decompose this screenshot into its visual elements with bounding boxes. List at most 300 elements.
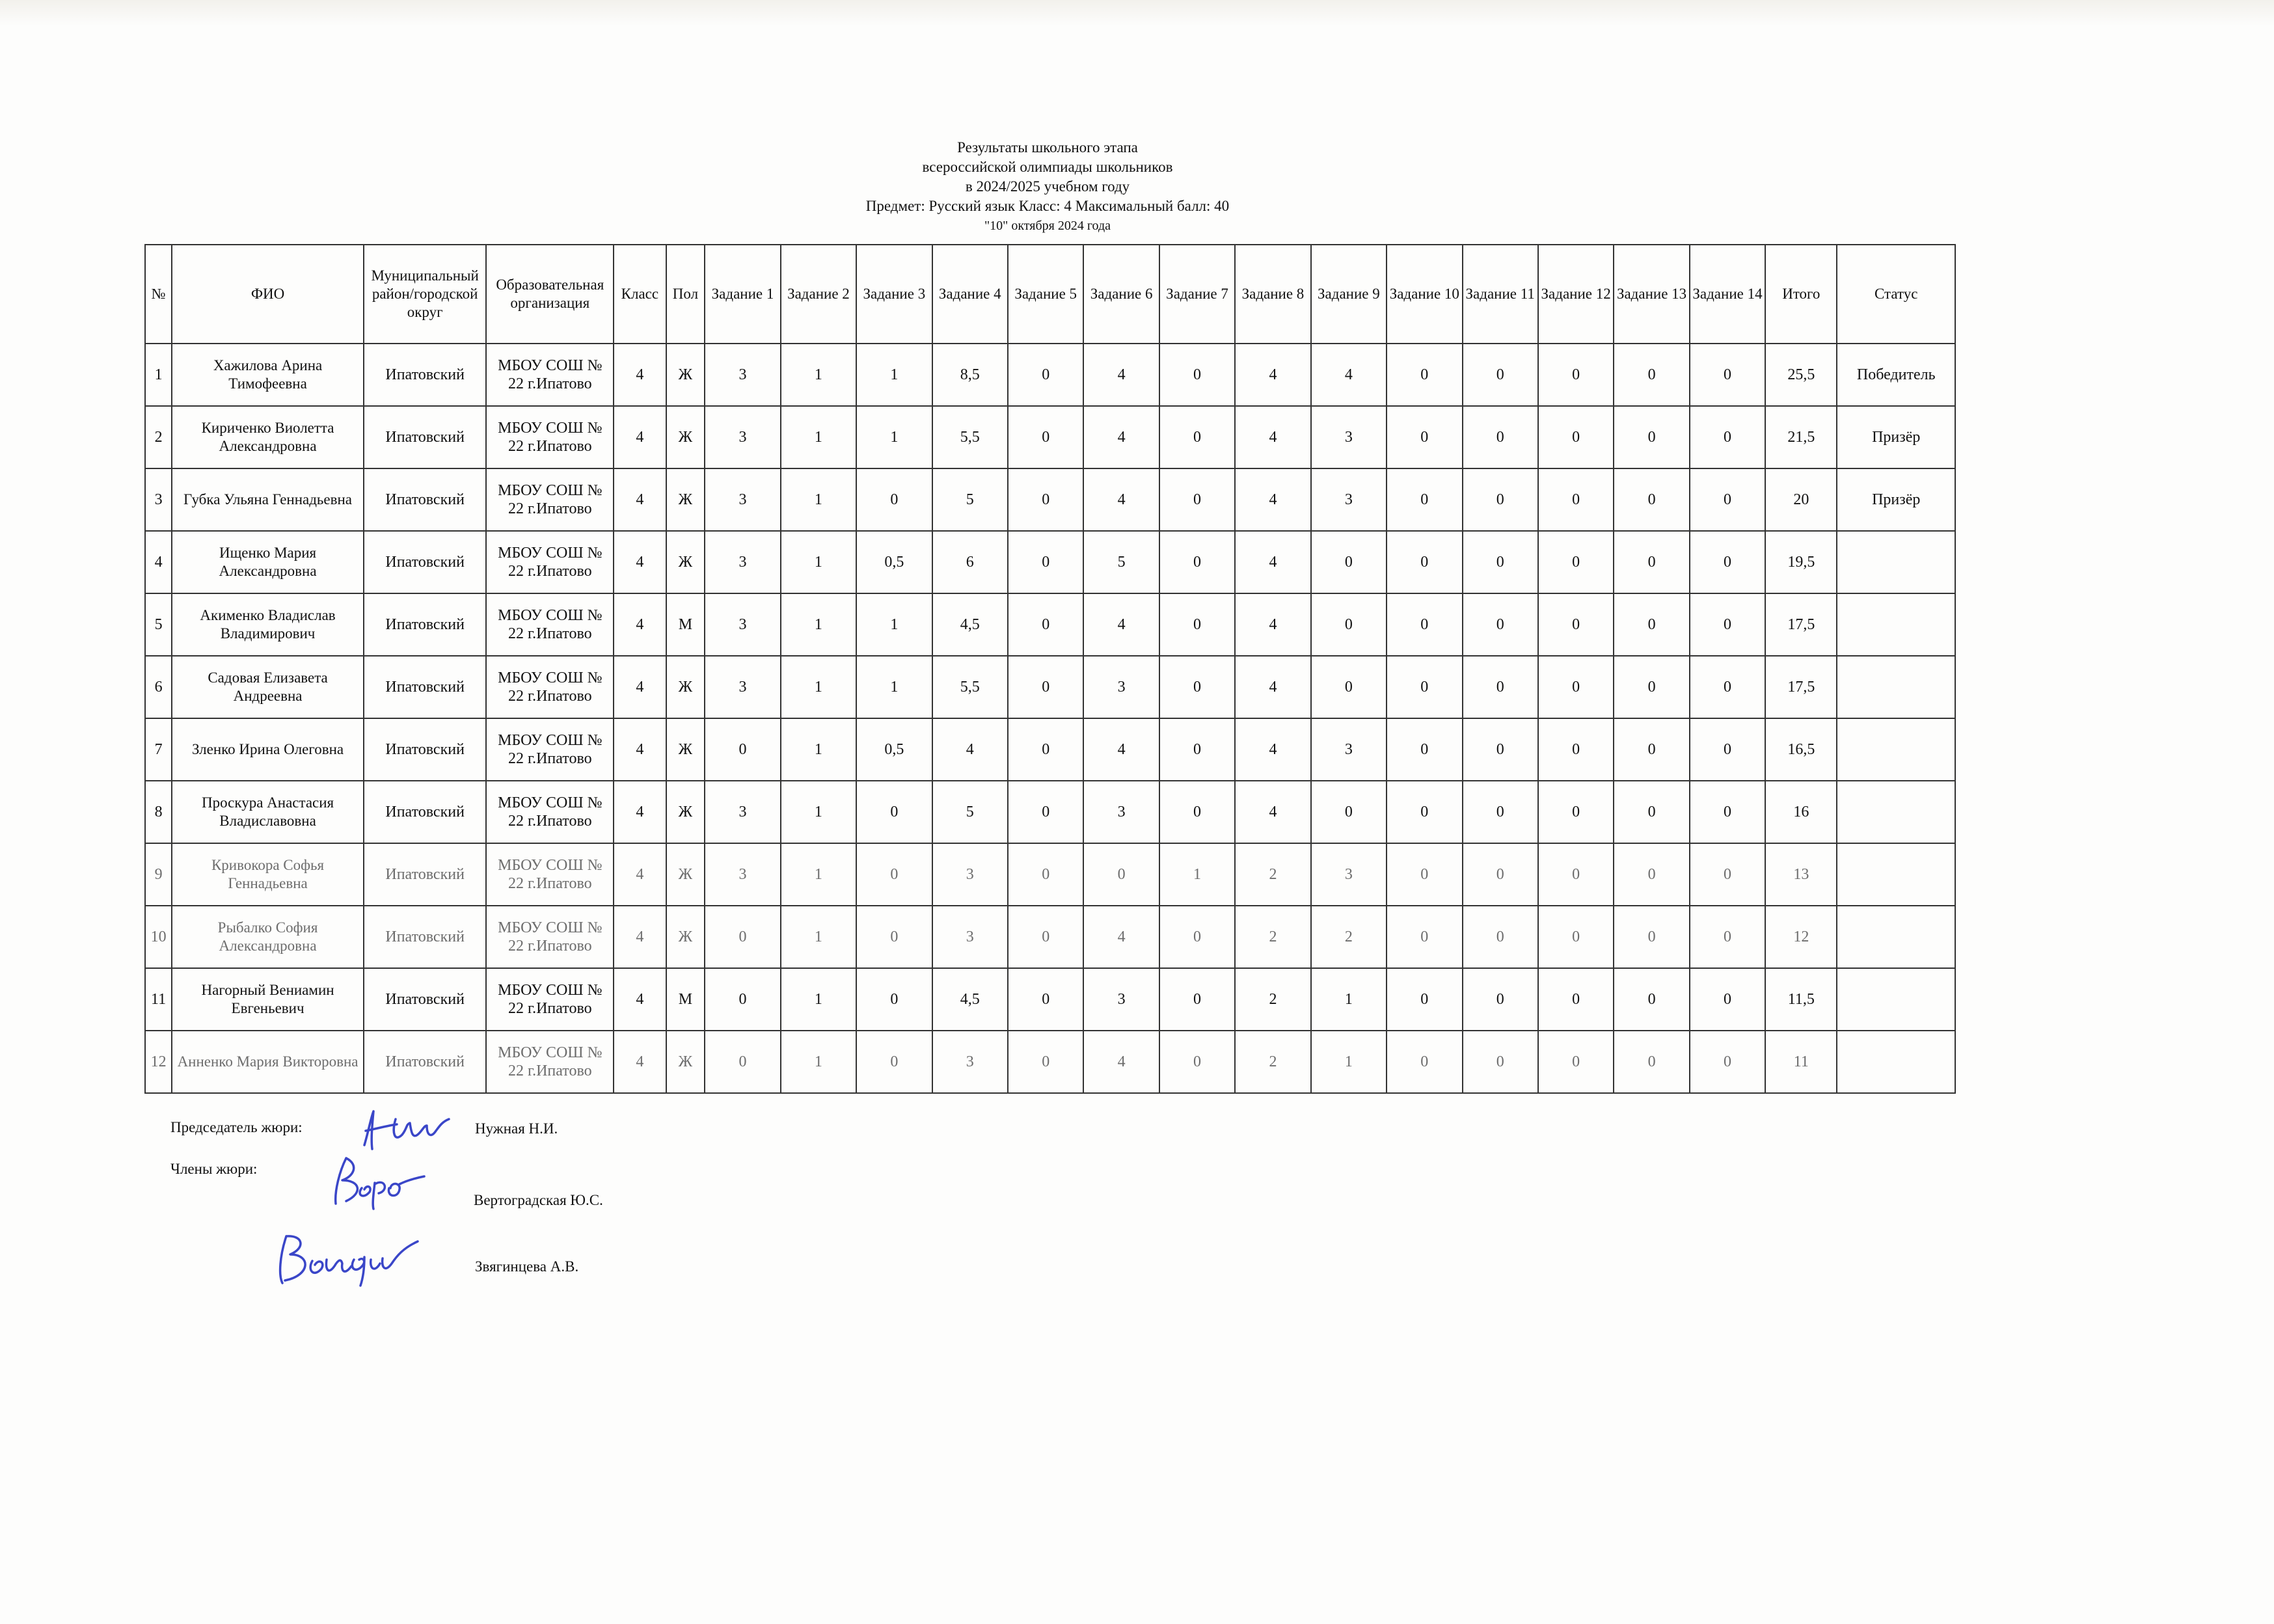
status-cell [1837, 1031, 1955, 1093]
col-header-task-4: Задание 4 [932, 245, 1008, 344]
task-14-score: 0 [1690, 593, 1765, 656]
sex-cell: Ж [666, 718, 705, 781]
table-row [145, 656, 1955, 718]
total-score: 25,5 [1765, 344, 1837, 406]
task-11-score: 0 [1463, 968, 1538, 1031]
sex-cell: Ж [666, 406, 705, 468]
task-1-score: 0 [705, 968, 780, 1031]
task-13-score: 0 [1614, 344, 1689, 406]
task-1-score: 3 [705, 781, 780, 843]
task-8-score: 4 [1235, 593, 1310, 656]
total-score: 13 [1765, 843, 1837, 906]
organization-cell: МБОУ СОШ № 22 г.Ипатово [486, 468, 614, 531]
task-9-score: 0 [1311, 781, 1387, 843]
task-9-score: 0 [1311, 531, 1387, 593]
task-3-score: 1 [856, 344, 932, 406]
task-9-score: 3 [1311, 718, 1387, 781]
table-row [145, 1031, 1955, 1093]
task-4-score: 8,5 [932, 344, 1008, 406]
task-6-score: 0 [1083, 843, 1159, 906]
task-2-score: 1 [781, 593, 856, 656]
task-1-score: 3 [705, 593, 780, 656]
grade-cell: 4 [614, 406, 666, 468]
task-14-score: 0 [1690, 344, 1765, 406]
status-cell [1837, 906, 1955, 968]
col-header-status: Статус [1837, 245, 1955, 344]
task-13-score: 0 [1614, 656, 1689, 718]
task-10-score: 0 [1387, 718, 1462, 781]
task-1-score: 0 [705, 718, 780, 781]
table-header-row [145, 245, 1955, 344]
total-score: 16,5 [1765, 718, 1837, 781]
task-6-score: 4 [1083, 593, 1159, 656]
sex-cell: Ж [666, 344, 705, 406]
task-1-score: 3 [705, 468, 780, 531]
district-cell: Ипатовский [364, 468, 487, 531]
organization-cell: МБОУ СОШ № 22 г.Ипатово [486, 1031, 614, 1093]
task-8-score: 2 [1235, 1031, 1310, 1093]
task-4-score: 3 [932, 1031, 1008, 1093]
student-name: Рыбалко София Александровна [172, 906, 364, 968]
district-cell: Ипатовский [364, 843, 487, 906]
task-1-score: 3 [705, 406, 780, 468]
col-header-total: Итого [1765, 245, 1837, 344]
total-score: 19,5 [1765, 531, 1837, 593]
task-1-score: 0 [705, 906, 780, 968]
task-2-score: 1 [781, 531, 856, 593]
row-number: 4 [145, 531, 172, 593]
task-9-score: 0 [1311, 593, 1387, 656]
task-12-score: 0 [1538, 1031, 1614, 1093]
task-10-score: 0 [1387, 968, 1462, 1031]
task-12-score: 0 [1538, 656, 1614, 718]
col-header-task-2: Задание 2 [781, 245, 856, 344]
task-12-score: 0 [1538, 593, 1614, 656]
task-5-score: 0 [1008, 656, 1083, 718]
status-cell [1837, 718, 1955, 781]
task-6-score: 4 [1083, 718, 1159, 781]
task-3-score: 0 [856, 968, 932, 1031]
task-10-score: 0 [1387, 781, 1462, 843]
member1-signature-image [327, 1152, 431, 1210]
status-cell [1837, 781, 1955, 843]
task-8-score: 4 [1235, 718, 1310, 781]
status-cell [1837, 843, 1955, 906]
task-3-score: 0 [856, 906, 932, 968]
grade-cell: 4 [614, 656, 666, 718]
task-13-score: 0 [1614, 1031, 1689, 1093]
row-number: 7 [145, 718, 172, 781]
task-13-score: 0 [1614, 906, 1689, 968]
col-header-task-7: Задание 7 [1159, 245, 1235, 344]
grade-cell: 4 [614, 843, 666, 906]
task-3-score: 0 [856, 781, 932, 843]
task-5-score: 0 [1008, 781, 1083, 843]
jury-chair-name: Нужная Н.И. [475, 1120, 558, 1137]
task-11-score: 0 [1463, 531, 1538, 593]
organization-cell: МБОУ СОШ № 22 г.Ипатово [486, 718, 614, 781]
sex-cell: М [666, 968, 705, 1031]
task-6-score: 5 [1083, 531, 1159, 593]
student-name: Анненко Мария Викторовна [172, 1031, 364, 1093]
student-name: Акименко Владислав Владимирович [172, 593, 364, 656]
task-9-score: 3 [1311, 468, 1387, 531]
task-6-score: 3 [1083, 781, 1159, 843]
table-row [145, 781, 1955, 843]
task-3-score: 0 [856, 468, 932, 531]
task-9-score: 1 [1311, 968, 1387, 1031]
task-14-score: 0 [1690, 1031, 1765, 1093]
row-number: 8 [145, 781, 172, 843]
task-7-score: 0 [1159, 1031, 1235, 1093]
task-11-score: 0 [1463, 843, 1538, 906]
scan-top-shadow [0, 0, 2274, 26]
status-cell: Призёр [1837, 468, 1955, 531]
grade-cell: 4 [614, 718, 666, 781]
task-9-score: 0 [1311, 656, 1387, 718]
task-11-score: 0 [1463, 468, 1538, 531]
task-4-score: 6 [932, 531, 1008, 593]
sex-cell: Ж [666, 1031, 705, 1093]
jury-members-label: Члены жюри: [170, 1161, 258, 1177]
task-11-score: 0 [1463, 906, 1538, 968]
total-score: 17,5 [1765, 656, 1837, 718]
sex-cell: Ж [666, 843, 705, 906]
task-3-score: 1 [856, 656, 932, 718]
task-1-score: 3 [705, 843, 780, 906]
task-12-score: 0 [1538, 531, 1614, 593]
student-name: Губка Ульяна Геннадьевна [172, 468, 364, 531]
task-5-score: 0 [1008, 906, 1083, 968]
organization-cell: МБОУ СОШ № 22 г.Ипатово [486, 781, 614, 843]
task-2-score: 1 [781, 344, 856, 406]
task-3-score: 0,5 [856, 718, 932, 781]
col-header-fio: ФИО [172, 245, 364, 344]
col-header-task-5: Задание 5 [1008, 245, 1083, 344]
row-number: 9 [145, 843, 172, 906]
status-cell: Победитель [1837, 344, 1955, 406]
task-3-score: 0 [856, 1031, 932, 1093]
task-9-score: 2 [1311, 906, 1387, 968]
task-4-score: 5,5 [932, 656, 1008, 718]
task-14-score: 0 [1690, 843, 1765, 906]
student-name: Проскура Анастасия Владиславовна [172, 781, 364, 843]
total-score: 21,5 [1765, 406, 1837, 468]
task-4-score: 3 [932, 906, 1008, 968]
task-5-score: 0 [1008, 718, 1083, 781]
district-cell: Ипатовский [364, 656, 487, 718]
table-row [145, 968, 1955, 1031]
col-header-task-14: Задание 14 [1690, 245, 1765, 344]
task-13-score: 0 [1614, 593, 1689, 656]
status-cell [1837, 593, 1955, 656]
total-score: 20 [1765, 468, 1837, 531]
grade-cell: 4 [614, 906, 666, 968]
task-1-score: 0 [705, 1031, 780, 1093]
total-score: 11,5 [1765, 968, 1837, 1031]
task-9-score: 4 [1311, 344, 1387, 406]
task-8-score: 4 [1235, 344, 1310, 406]
member2-signature-image [273, 1223, 423, 1288]
table-row [145, 406, 1955, 468]
jury-member2-name: Звягинцева А.В. [475, 1258, 579, 1275]
jury-member1-name: Вертоградская Ю.С. [474, 1192, 603, 1208]
col-header-task-11: Задание 11 [1463, 245, 1538, 344]
task-13-score: 0 [1614, 781, 1689, 843]
sex-cell: Ж [666, 531, 705, 593]
grade-cell: 4 [614, 344, 666, 406]
row-number: 11 [145, 968, 172, 1031]
sex-cell: Ж [666, 468, 705, 531]
task-10-score: 0 [1387, 593, 1462, 656]
task-7-score: 0 [1159, 344, 1235, 406]
task-2-score: 1 [781, 406, 856, 468]
task-14-score: 0 [1690, 531, 1765, 593]
jury-chair-label: Председатель жюри: [170, 1119, 303, 1135]
task-7-score: 0 [1159, 656, 1235, 718]
task-3-score: 1 [856, 406, 932, 468]
district-cell: Ипатовский [364, 1031, 487, 1093]
student-name: Кривокора Софья Геннадьевна [172, 843, 364, 906]
task-6-score: 4 [1083, 906, 1159, 968]
organization-cell: МБОУ СОШ № 22 г.Ипатово [486, 593, 614, 656]
student-name: Зленко Ирина Олеговна [172, 718, 364, 781]
task-8-score: 4 [1235, 781, 1310, 843]
task-8-score: 2 [1235, 843, 1310, 906]
district-cell: Ипатовский [364, 718, 487, 781]
task-4-score: 3 [932, 843, 1008, 906]
task-1-score: 3 [705, 344, 780, 406]
task-13-score: 0 [1614, 468, 1689, 531]
organization-cell: МБОУ СОШ № 22 г.Ипатово [486, 968, 614, 1031]
table-row [145, 468, 1955, 531]
task-14-score: 0 [1690, 468, 1765, 531]
student-name: Нагорный Вениамин Евгеньевич [172, 968, 364, 1031]
col-header-district: Муниципальный район/городской округ [364, 245, 487, 344]
task-4-score: 5 [932, 781, 1008, 843]
task-8-score: 4 [1235, 656, 1310, 718]
task-10-score: 0 [1387, 344, 1462, 406]
jury-signatures [170, 1106, 756, 1288]
task-6-score: 4 [1083, 1031, 1159, 1093]
grade-cell: 4 [614, 1031, 666, 1093]
table-row [145, 344, 1955, 406]
task-12-score: 0 [1538, 906, 1614, 968]
task-2-score: 1 [781, 843, 856, 906]
task-11-score: 0 [1463, 656, 1538, 718]
task-11-score: 0 [1463, 718, 1538, 781]
task-2-score: 1 [781, 1031, 856, 1093]
row-number: 10 [145, 906, 172, 968]
student-name: Садовая Елизавета Андреевна [172, 656, 364, 718]
task-3-score: 0 [856, 843, 932, 906]
status-cell [1837, 531, 1955, 593]
task-11-score: 0 [1463, 781, 1538, 843]
student-name: Ищенко Мария Александровна [172, 531, 364, 593]
task-8-score: 4 [1235, 531, 1310, 593]
col-header-task-9: Задание 9 [1311, 245, 1387, 344]
task-10-score: 0 [1387, 468, 1462, 531]
row-number: 3 [145, 468, 172, 531]
task-10-score: 0 [1387, 406, 1462, 468]
task-12-score: 0 [1538, 843, 1614, 906]
task-10-score: 0 [1387, 531, 1462, 593]
task-6-score: 4 [1083, 468, 1159, 531]
district-cell: Ипатовский [364, 593, 487, 656]
task-5-score: 0 [1008, 531, 1083, 593]
row-number: 5 [145, 593, 172, 656]
task-14-score: 0 [1690, 906, 1765, 968]
task-4-score: 4 [932, 718, 1008, 781]
task-10-score: 0 [1387, 843, 1462, 906]
organization-cell: МБОУ СОШ № 22 г.Ипатово [486, 406, 614, 468]
task-11-score: 0 [1463, 1031, 1538, 1093]
task-12-score: 0 [1538, 406, 1614, 468]
district-cell: Ипатовский [364, 968, 487, 1031]
task-5-score: 0 [1008, 406, 1083, 468]
task-5-score: 0 [1008, 843, 1083, 906]
task-4-score: 5 [932, 468, 1008, 531]
task-10-score: 0 [1387, 906, 1462, 968]
grade-cell: 4 [614, 468, 666, 531]
task-2-score: 1 [781, 656, 856, 718]
organization-cell: МБОУ СОШ № 22 г.Ипатово [486, 344, 614, 406]
task-1-score: 3 [705, 531, 780, 593]
col-header-task-3: Задание 3 [856, 245, 932, 344]
task-3-score: 1 [856, 593, 932, 656]
total-score: 16 [1765, 781, 1837, 843]
task-10-score: 0 [1387, 656, 1462, 718]
task-12-score: 0 [1538, 718, 1614, 781]
col-header-task-10: Задание 10 [1387, 245, 1462, 344]
header-subject: Предмет: Русский язык Класс: 4 Максимальный балл: 40 [865, 198, 1230, 214]
student-name: Хажилова Арина Тимофеевна [172, 344, 364, 406]
task-2-score: 1 [781, 781, 856, 843]
grade-cell: 4 [614, 968, 666, 1031]
task-12-score: 0 [1538, 968, 1614, 1031]
task-7-score: 0 [1159, 968, 1235, 1031]
task-10-score: 0 [1387, 1031, 1462, 1093]
header-school-year: в 2024/2025 учебном году [965, 178, 1130, 195]
task-5-score: 0 [1008, 1031, 1083, 1093]
header-title: Результаты школьного этапа [957, 139, 1138, 156]
col-header-num: № [145, 245, 172, 344]
task-4-score: 4,5 [932, 968, 1008, 1031]
task-11-score: 0 [1463, 344, 1538, 406]
task-2-score: 1 [781, 906, 856, 968]
task-8-score: 2 [1235, 968, 1310, 1031]
total-score: 12 [1765, 906, 1837, 968]
task-4-score: 4,5 [932, 593, 1008, 656]
task-2-score: 1 [781, 968, 856, 1031]
task-14-score: 0 [1690, 718, 1765, 781]
grade-cell: 4 [614, 781, 666, 843]
task-13-score: 0 [1614, 718, 1689, 781]
task-7-score: 0 [1159, 531, 1235, 593]
task-12-score: 0 [1538, 468, 1614, 531]
task-7-score: 0 [1159, 906, 1235, 968]
task-9-score: 3 [1311, 406, 1387, 468]
col-header-grade: Класс [614, 245, 666, 344]
task-14-score: 0 [1690, 781, 1765, 843]
organization-cell: МБОУ СОШ № 22 г.Ипатово [486, 906, 614, 968]
task-3-score: 0,5 [856, 531, 932, 593]
status-cell [1837, 656, 1955, 718]
table-row [145, 906, 1955, 968]
organization-cell: МБОУ СОШ № 22 г.Ипатово [486, 843, 614, 906]
task-1-score: 3 [705, 656, 780, 718]
col-header-org: Образовательная организация [486, 245, 614, 344]
task-8-score: 4 [1235, 468, 1310, 531]
task-14-score: 0 [1690, 968, 1765, 1031]
sex-cell: Ж [666, 656, 705, 718]
task-5-score: 0 [1008, 468, 1083, 531]
col-header-task-6: Задание 6 [1083, 245, 1159, 344]
header-date: "10" октября 2024 года [984, 219, 1111, 233]
task-12-score: 0 [1538, 344, 1614, 406]
task-8-score: 4 [1235, 406, 1310, 468]
task-13-score: 0 [1614, 406, 1689, 468]
grade-cell: 4 [614, 531, 666, 593]
task-7-score: 0 [1159, 406, 1235, 468]
task-7-score: 0 [1159, 718, 1235, 781]
table-row [145, 593, 1955, 656]
sex-cell: М [666, 593, 705, 656]
col-header-task-13: Задание 13 [1614, 245, 1689, 344]
row-number: 2 [145, 406, 172, 468]
table-row [145, 843, 1955, 906]
organization-cell: МБОУ СОШ № 22 г.Ипатово [486, 531, 614, 593]
task-5-score: 0 [1008, 968, 1083, 1031]
district-cell: Ипатовский [364, 406, 487, 468]
student-name: Кириченко Виолетта Александровна [172, 406, 364, 468]
task-13-score: 0 [1614, 531, 1689, 593]
status-cell: Призёр [1837, 406, 1955, 468]
organization-cell: МБОУ СОШ № 22 г.Ипатово [486, 656, 614, 718]
results-table-body [145, 344, 1955, 1093]
task-6-score: 3 [1083, 656, 1159, 718]
results-table [144, 244, 1956, 1094]
district-cell: Ипатовский [364, 531, 487, 593]
task-7-score: 0 [1159, 593, 1235, 656]
task-5-score: 0 [1008, 593, 1083, 656]
task-7-score: 0 [1159, 468, 1235, 531]
col-header-sex: Пол [666, 245, 705, 344]
task-13-score: 0 [1614, 968, 1689, 1031]
task-4-score: 5,5 [932, 406, 1008, 468]
row-number: 12 [145, 1031, 172, 1093]
task-9-score: 3 [1311, 843, 1387, 906]
header-subtitle: всероссийской олимпиады школьников [922, 159, 1173, 175]
task-11-score: 0 [1463, 593, 1538, 656]
task-2-score: 1 [781, 468, 856, 531]
task-12-score: 0 [1538, 781, 1614, 843]
task-13-score: 0 [1614, 843, 1689, 906]
total-score: 17,5 [1765, 593, 1837, 656]
total-score: 11 [1765, 1031, 1837, 1093]
table-row [145, 531, 1955, 593]
task-6-score: 4 [1083, 406, 1159, 468]
row-number: 6 [145, 656, 172, 718]
sex-cell: Ж [666, 906, 705, 968]
task-6-score: 4 [1083, 344, 1159, 406]
task-7-score: 0 [1159, 781, 1235, 843]
document-header [787, 138, 1308, 236]
table-row [145, 718, 1955, 781]
district-cell: Ипатовский [364, 781, 487, 843]
district-cell: Ипатовский [364, 906, 487, 968]
col-header-task-8: Задание 8 [1235, 245, 1310, 344]
